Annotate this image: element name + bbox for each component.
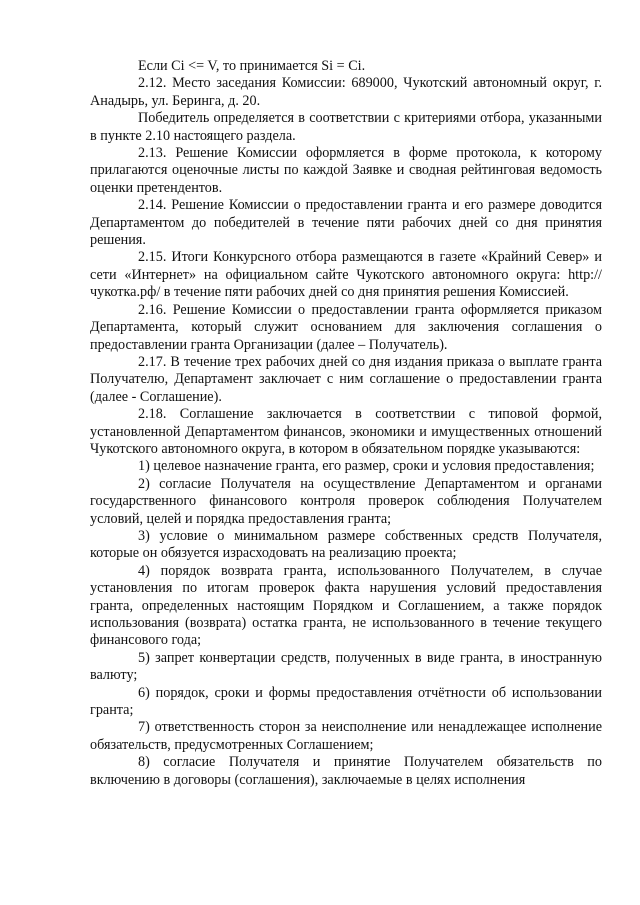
- list-item-5: 5) запрет конвертации средств, полученных в виде гранта, в иностранную валюту;: [90, 649, 602, 684]
- list-item-2: 2) согласие Получателя на осуществление Департаментом и органами государственного финансового контроля проверок соблюдения Получателем условий, целей и порядка предоставления гранта;: [90, 475, 602, 527]
- list-item-6: 6) порядок, сроки и формы предоставления отчётности об использовании гранта;: [90, 684, 602, 719]
- list-item-4: 4) порядок возврата гранта, использованного Получателем, в случае установления по итогам проверок факта нарушения условий предоставления гранта, определенных настоящим Порядком и Соглашением, а также порядок использования (возврата) остатка гранта, не использованного в течение текущего финансового года;: [90, 562, 602, 649]
- list-item-8: 8) согласие Получателя и принятие Получателем обязательств по включению в договоры (соглашения), заключаемые в целях исполнения: [90, 754, 602, 788]
- paragraph-2-16: 2.16. Решение Комиссии о предоставлении гранта оформляется приказом Департамента, который служит основанием для заключения соглашения о предоставлении гранта Организации (далее – Получатель).: [90, 301, 602, 353]
- paragraph-2-18: 2.18. Соглашение заключается в соответствии с типовой формой, установленной Департаментом финансов, экономики и имущественных отношений Чукотского автономного округа, в котором в обязательном порядке указываются:: [90, 406, 602, 457]
- list-item-3: 3) условие о минимальном размере собственных средств Получателя, которые он обязуется израсходовать на реализацию проекта;: [90, 527, 602, 562]
- paragraph-2-14: 2.14. Решение Комиссии о предоставлении гранта и его размере доводится Департаментом до победителей в течение пяти рабочих дней со дня принятия решения.: [90, 197, 602, 249]
- paragraph-2-13: 2.13. Решение Комиссии оформляется в форме протокола, к которому прилагаются оценочные листы по каждой Заявке и сводная рейтинговая ведомость оценки претендентов.: [90, 145, 602, 196]
- paragraph-formula: Если Ci <= V, то принимается Si = Ci.: [138, 58, 366, 74]
- paragraph-winner: Победитель определяется в соответствии с критериями отбора, указанными в пункте 2.10 настоящего раздела.: [90, 110, 602, 144]
- paragraph-2-17: 2.17. В течение трех рабочих дней со дня издания приказа о выплате гранта Получателю, Департамент заключает с ним соглашение о предоставлении гранта (далее - Соглашение).: [90, 353, 602, 405]
- list-item-7: 7) ответственность сторон за неисполнение или ненадлежащее исполнение обязательств, предусмотренных Соглашением;: [90, 719, 602, 753]
- list-item-1: 1) целевое назначение гранта, его размер, сроки и условия предоставления;: [138, 458, 595, 475]
- paragraph-2-12: 2.12. Место заседания Комиссии: 689000, Чукотский автономный округ, г. Анадырь, ул. Беринга, д. 20.: [90, 75, 602, 109]
- paragraph-2-15: 2.15. Итоги Конкурсного отбора размещаются в газете «Крайний Север» и сети «Интернет» на официальном сайте Чукотского автономного округа: http://чукотка.рф/ в течение пяти рабочих дней со дня принятия решения Комиссией.: [90, 249, 602, 301]
